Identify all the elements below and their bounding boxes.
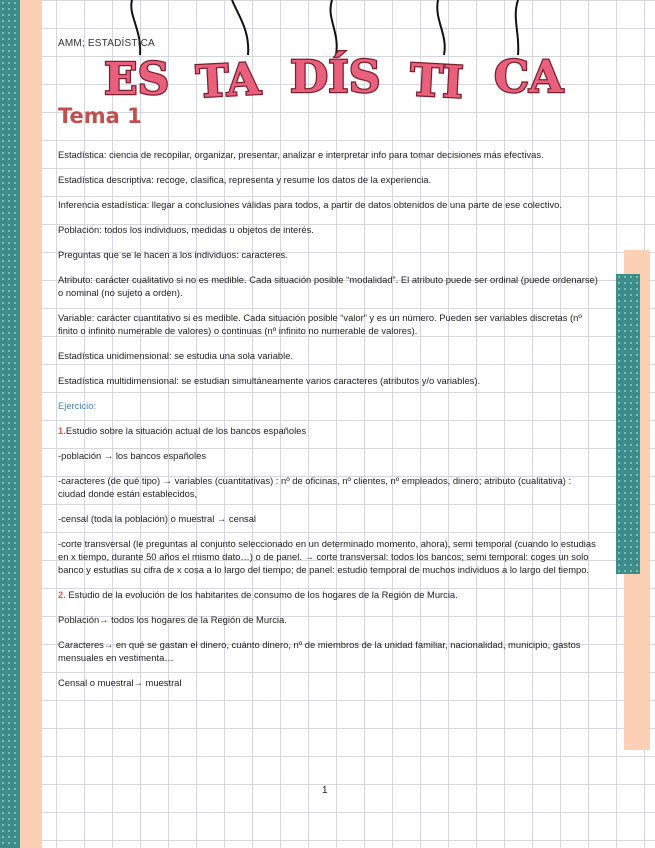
banner-part-es: ES bbox=[104, 54, 170, 105]
page-number: 1 bbox=[322, 785, 328, 796]
definition-paragraph: Estadística descriptiva: recoge, clasifica, representa y resume los datos de la experiencia. bbox=[58, 174, 432, 185]
definition-paragraph: Variable: carácter cuantitativo si es medible. Cada situación posible “valor” y es un número. Pueden ser variables discretas (nº finito o infinito numerable de valores) o continuas (nº infinito no numerable de valores). bbox=[58, 312, 582, 336]
definition-paragraph: Estadística: ciencia de recopilar, organizar, presentar, analizar e interpretar info para tomar decisiones más efectivas. bbox=[58, 149, 544, 160]
definition-paragraph: Atributo: carácter cualitativo si no es medible. Cada situación posible “modalidad”. El atributo puede ser ordinal (puede ordenarse) o nominal (no sujeto a orden). bbox=[58, 274, 598, 298]
exercise-heading: Ejercicio: bbox=[58, 400, 97, 411]
banner-part-ca: CA bbox=[494, 52, 564, 103]
banner-part-dis: DÍS bbox=[290, 52, 381, 103]
exercise-1-number: 1. bbox=[58, 425, 66, 436]
exercise-1-title bbox=[58, 424, 598, 437]
exercise-2-line: Población→ todos los hogares de la Región de Murcia. bbox=[58, 614, 287, 625]
banner-part-ta: TA bbox=[194, 53, 262, 109]
right-teal-strip bbox=[616, 274, 640, 574]
exercise-1-title-text: Estudio sobre la situación actual de los bancos españoles bbox=[65, 425, 307, 436]
exercise-1-line: -censal (toda la población) o muestral → censal bbox=[58, 513, 257, 524]
banner-part-ti: TI bbox=[408, 54, 465, 109]
page-title: Tema 1 bbox=[58, 104, 142, 128]
exercise-2-number: 2. bbox=[58, 589, 66, 600]
exercise-1-line: -población → los bancos españoles bbox=[58, 450, 207, 461]
exercise-2-line: Caracteres→ en qué se gastan el dinero, cuánto dinero, nº de miembros de la unidad familiar, nacionalidad, municipio, gastos mensuales en vestimenta… bbox=[58, 639, 581, 663]
definition-paragraph: Población: todos los individuos, medidas u objetos de interés. bbox=[58, 224, 314, 235]
document-body bbox=[58, 148, 598, 701]
exercise-2-line: Censal o muestral→ muestral bbox=[58, 677, 182, 688]
exercise-1-line: -caracteres (de qué tipo) → variables (cuantitativas) : nº de oficinas, nº clientes, nº empleados, dinero; atributo (cualitativa) : ciudad donde están establecidos, bbox=[58, 475, 572, 499]
document-header-label: AMM; ESTADÍSTICA bbox=[58, 38, 155, 49]
exercise-2-title-text: Estudio de la evolución de los habitantes de consumo de los hogares de la Región de Murcia. bbox=[65, 589, 458, 600]
estadistica-banner bbox=[100, 40, 580, 110]
definition-paragraph: Estadística unidimensional: se estudia una sola variable. bbox=[58, 350, 294, 361]
exercise-2-title bbox=[58, 588, 598, 601]
exercise-1-line: -corte transversal (le preguntas al conjunto seleccionado en un determinado momento, ahora), semi temporal (cuando lo estudias en x tiempo, durante 50 años el mismo dato…) o de panel. → corte transversal: todos los bancos; semi temporal: coges un solo banco y estudias su cifra de x cosa a lo largo del tiempo; de panel: estudio temporal de muchos individuos a lo largo del tiempo. bbox=[58, 538, 596, 575]
definition-paragraph: Preguntas que se le hacen a los individuos: caracteres. bbox=[58, 249, 288, 260]
definition-paragraph: Estadística multidimensional: se estudian simultáneamente varios caracteres (atributos y/o variables). bbox=[58, 375, 481, 386]
left-teal-strip bbox=[0, 0, 20, 848]
definition-paragraph: Inferencia estadística: llegar a conclusiones válidas para todos, a partir de datos obtenidos de una parte de ese colectivo. bbox=[58, 199, 562, 210]
